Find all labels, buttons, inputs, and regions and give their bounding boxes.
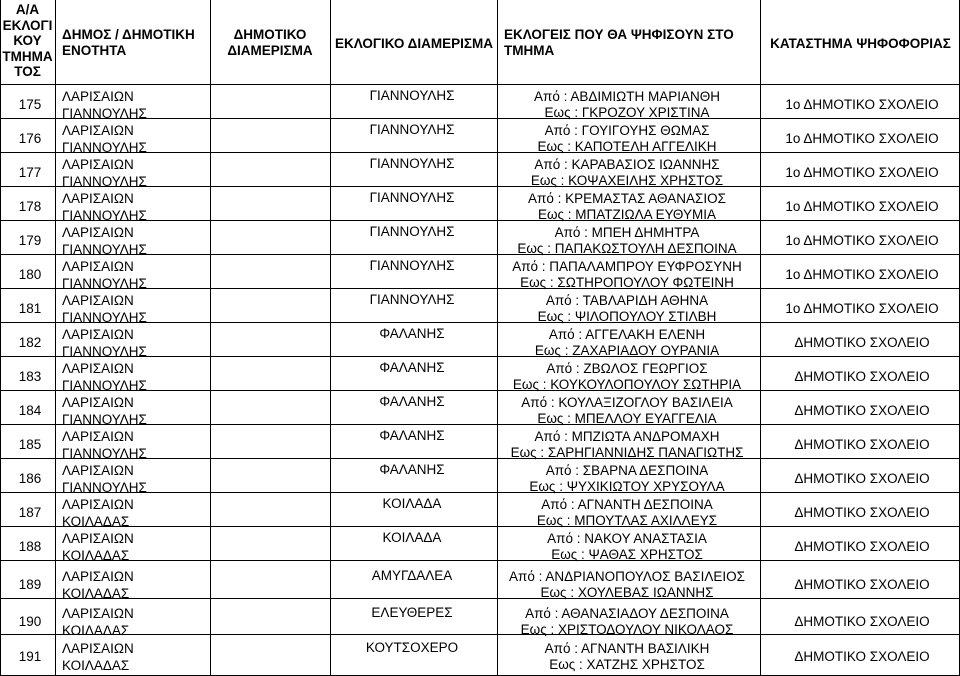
electoral-district-name: ΚΟΙΛΑΔΑ [382, 496, 442, 511]
voters-from: Από : ΑΓΝΑΝΤΗ ΔΕΣΠΟΙΝΑ [541, 497, 713, 512]
municipal-unit-name: ΚΟΙΛΑΔΑΣ [62, 586, 130, 601]
section-number: 191 [18, 649, 42, 664]
voters-from: Από : ΑΓΓΕΛΑΚΗ ΕΛΕΝΗ [548, 327, 706, 342]
municipal-unit-name: ΓΙΑΝΝΟΥΛΗΣ [62, 242, 147, 257]
voters-to: Εως : ΧΟΥΛΕΒΑΣ ΙΩΑΝΝΗΣ [540, 585, 714, 600]
electoral-district-name: ΑΜΥΓΔΑΛΕΑ [371, 568, 453, 583]
voters-from: Από : ΜΠΖΙΩΤΑ ΑΝΔΡΟΜΑΧΗ [534, 429, 720, 444]
municipal-unit-name: ΓΙΑΝΝΟΥΛΗΣ [62, 378, 147, 393]
municipality-name: ΛΑΡΙΣΑΙΩΝ [62, 395, 134, 410]
section-number: 175 [18, 97, 42, 112]
voters-from: Από : ΑΓΝΑΝΤΗ ΒΑΣΙΛΙΚΗ [544, 641, 710, 656]
voters-to: Εως : ΜΠΕΛΛΟΥ ΕΥΑΓΓΕΛΙΑ [537, 411, 717, 426]
section-number: 176 [18, 131, 42, 146]
municipal-unit-name: ΓΙΑΝΝΟΥΛΗΣ [62, 140, 147, 155]
section-number: 182 [18, 335, 42, 350]
municipality-name: ΛΑΡΙΣΑΙΩΝ [62, 123, 134, 138]
polling-station: 1ο ΔΗΜΟΤΙΚΟ ΣΧΟΛΕΙΟ [785, 267, 939, 282]
voters-to: Εως : ΚΟΥΚΟΥΛΟΠΟΥΛΟΥ ΣΩΤΗΡΙΑ [512, 377, 742, 392]
municipal-unit-name: ΓΙΑΝΝΟΥΛΗΣ [62, 174, 147, 189]
voters-from: Από : ΤΑΒΛΑΡΙΔΗ ΑΘΗΝΑ [545, 293, 709, 308]
electoral-district-name: ΕΛΕΥΘΕΡΕΣ [371, 605, 453, 620]
municipality-name: ΛΑΡΙΣΑΙΩΝ [62, 497, 134, 512]
electoral-district-name: ΦΑΛΑΝΗΣ [379, 462, 445, 477]
electoral-district-name: ΦΑΛΑΝΗΣ [379, 326, 445, 341]
municipal-unit-name: ΓΙΑΝΝΟΥΛΗΣ [62, 412, 147, 427]
voters-to: Εως : ΣΑΡΗΓΙΑΝΝΙΔΗΣ ΠΑΝΑΓΙΩΤΗΣ [510, 445, 744, 460]
municipal-unit-name: ΚΟΙΛΑΔΑΣ [62, 514, 130, 529]
voters-from: Από : ΑΒΔΙΜΙΩΤΗ ΜΑΡΙΑΝΘΗ [534, 89, 720, 104]
section-number: 183 [18, 369, 42, 384]
section-number: 185 [18, 437, 42, 452]
municipal-unit-name: ΓΙΑΝΝΟΥΛΗΣ [62, 310, 147, 325]
header-number: Α/Α ΕΚΛΟΓΙ ΚΟΥ ΤΜΗΜΑ ΤΟΣ [2, 2, 53, 79]
municipality-name: ΛΑΡΙΣΑΙΩΝ [62, 641, 134, 656]
section-number: 178 [18, 199, 42, 214]
electoral-district-name: ΦΑΛΑΝΗΣ [379, 394, 445, 409]
section-number: 186 [18, 471, 42, 486]
grid-line [0, 634, 960, 635]
electoral-district-name: ΓΙΑΝΝΟΥΛΗΣ [369, 88, 455, 103]
header-polling-station: ΚΑΤΑΣΤΗΜΑ ΨΗΦΟΦΟΡΙΑΣ [770, 36, 951, 51]
grid-line [0, 84, 960, 85]
electoral-district-name: ΦΑΛΑΝΗΣ [379, 428, 445, 443]
voters-from: Από : ΚΡΕΜΑΣΤΑΣ ΑΘΑΝΑΣΙΟΣ [528, 191, 726, 206]
polling-station: 1ο ΔΗΜΟΤΙΚΟ ΣΧΟΛΕΙΟ [785, 199, 939, 214]
municipal-unit-name: ΓΙΑΝΝΟΥΛΗΣ [62, 208, 147, 223]
voters-to: Εως : ΣΩΤΗΡΟΠΟΥΛΟΥ ΦΩΤΕΙΝΗ [520, 275, 734, 290]
section-number: 180 [18, 267, 42, 282]
voters-to: Εως : ΚΟΨΑΧΕΙΛΗΣ ΧΡΗΣΤΟΣ [530, 173, 724, 188]
voters-to: Εως : ΜΠΑΤΖΙΩΛΑ ΕΥΘΥΜΙΑ [538, 207, 716, 222]
electoral-district-name: ΓΙΑΝΝΟΥΛΗΣ [369, 122, 455, 137]
polling-station: 1ο ΔΗΜΟΤΙΚΟ ΣΧΟΛΕΙΟ [785, 301, 939, 316]
polling-station: ΔΗΜΟΤΙΚΟ ΣΧΟΛΕΙΟ [794, 369, 930, 384]
electoral-district-name: ΓΙΑΝΝΟΥΛΗΣ [369, 190, 455, 205]
header-voters: ΕΚΛΟΓΕΙΣ ΠΟΥ ΘΑ ΨΗΦΙΣΟΥΝ ΣΤΟ ΤΜΗΜΑ [504, 27, 734, 58]
municipal-unit-name: ΓΙΑΝΝΟΥΛΗΣ [62, 446, 147, 461]
voters-from: Από : ΓΟΥΙΓΟΥΗΣ ΘΩΜΑΣ [544, 123, 710, 138]
electoral-district-name: ΚΟΙΛΑΔΑ [382, 530, 442, 545]
voters-to: Εως : ΨΑΘΑΣ ΧΡΗΣΤΟΣ [551, 547, 703, 562]
voters-to: Εως : ΨΙΛΟΠΟΥΛΟΥ ΣΤΙΛΒΗ [537, 309, 717, 324]
municipality-name: ΛΑΡΙΣΑΙΩΝ [62, 463, 134, 478]
electoral-district-name: ΓΙΑΝΝΟΥΛΗΣ [369, 156, 455, 171]
municipal-unit-name: ΓΙΑΝΝΟΥΛΗΣ [62, 106, 147, 121]
section-number: 179 [18, 233, 42, 248]
voters-from: Από : ΚΟΥΛΑΞΙΖΟΓΛΟΥ ΒΑΣΙΛΕΙΑ [521, 395, 733, 410]
polling-station: 1ο ΔΗΜΟΤΙΚΟ ΣΧΟΛΕΙΟ [785, 131, 939, 146]
grid-line [55, 0, 56, 676]
section-number: 184 [18, 403, 42, 418]
grid-line [760, 0, 761, 676]
municipality-name: ΛΑΡΙΣΑΙΩΝ [62, 89, 134, 104]
grid-line [0, 560, 960, 561]
municipality-name: ΛΑΡΙΣΑΙΩΝ [62, 429, 134, 444]
electoral-district-name: ΚΟΥΤΣΟΧΕΡΟ [365, 640, 459, 655]
voters-from: Από : ΜΠΕΗ ΔΗΜΗΤΡΑ [554, 225, 700, 240]
municipal-unit-name: ΓΙΑΝΝΟΥΛΗΣ [62, 344, 147, 359]
voters-from: Από : ΑΘΑΝΑΣΙΑΔΟΥ ΔΕΣΠΟΙΝΑ [525, 606, 729, 621]
voters-to: Εως : ΜΠΟΥΤΛΑΣ ΑΧΙΛΛΕΥΣ [536, 513, 718, 528]
section-number: 177 [18, 165, 42, 180]
polling-station: ΔΗΜΟΤΙΚΟ ΣΧΟΛΕΙΟ [794, 335, 930, 350]
section-number: 187 [18, 505, 42, 520]
voters-to: Εως : ΧΑΤΖΗΣ ΧΡΗΣΤΟΣ [549, 657, 705, 672]
electoral-district-name: ΓΙΑΝΝΟΥΛΗΣ [369, 292, 455, 307]
municipal-unit-name: ΓΙΑΝΝΟΥΛΗΣ [62, 480, 147, 495]
voters-to: Εως : ΚΑΠΟΤΕΛΗ ΑΓΓΕΛΙΚΗ [537, 139, 717, 154]
municipality-name: ΛΑΡΙΣΑΙΩΝ [62, 361, 134, 376]
grid-line [0, 0, 1, 676]
municipality-name: ΛΑΡΙΣΑΙΩΝ [62, 191, 134, 206]
polling-station: ΔΗΜΟΤΙΚΟ ΣΧΟΛΕΙΟ [794, 577, 930, 592]
header-electoral-district: ΕΚΛΟΓΙΚΟ ΔΙΑΜΕΡΙΣΜΑ [335, 36, 493, 51]
voters-from: Από : ΑΝΔΡΙΑΝΟΠΟΥΛΟΣ ΒΑΣΙΛΕΙΟΣ [509, 569, 745, 584]
voters-to: Εως : ΠΑΠΑΚΩΣΤΟΥΛΗ ΔΕΣΠΟΙΝΑ [517, 241, 737, 256]
grid-line [0, 598, 960, 599]
voters-from: Από : ΚΑΡΑΒΑΣΙΟΣ ΙΩΑΝΝΗΣ [534, 157, 720, 172]
electoral-district-name: ΦΑΛΑΝΗΣ [379, 360, 445, 375]
municipal-unit-name: ΓΙΑΝΝΟΥΛΗΣ [62, 276, 147, 291]
electoral-district-name: ΓΙΑΝΝΟΥΛΗΣ [369, 258, 455, 273]
polling-station: 1ο ΔΗΜΟΤΙΚΟ ΣΧΟΛΕΙΟ [785, 165, 939, 180]
voters-from: Από : ΠΑΠΑΛΑΜΠΡΟΥ ΕΥΦΡΟΣΥΝΗ [512, 259, 742, 274]
municipality-name: ΛΑΡΙΣΑΙΩΝ [62, 293, 134, 308]
polling-station: ΔΗΜΟΤΙΚΟ ΣΧΟΛΕΙΟ [794, 471, 930, 486]
voters-from: Από : ΝΑΚΟΥ ΑΝΑΣΤΑΣΙΑ [547, 531, 707, 546]
header-municipal-district: ΔΗΜΟΤΙΚΟ ΔΙΑΜΕΡΙΣΜΑ [227, 27, 313, 58]
grid-line [0, 526, 960, 527]
polling-station: 1ο ΔΗΜΟΤΙΚΟ ΣΧΟΛΕΙΟ [785, 97, 939, 112]
voters-to: Εως : ΓΚΡΟΖΟΥ ΧΡΙΣΤΙΝΑ [544, 105, 710, 120]
section-number: 181 [18, 301, 42, 316]
municipal-unit-name: ΚΟΙΛΑΔΑΣ [62, 658, 130, 673]
municipality-name: ΛΑΡΙΣΑΙΩΝ [62, 259, 134, 274]
voters-from: Από : ΣΒΑΡΝΑ ΔΕΣΠΟΙΝΑ [545, 463, 709, 478]
voters-to: Εως : ΨΥΧΙΚΙΩΤΟΥ ΧΡΥΣΟΥΛΑ [529, 479, 725, 494]
polling-station: ΔΗΜΟΤΙΚΟ ΣΧΟΛΕΙΟ [794, 403, 930, 418]
municipality-name: ΛΑΡΙΣΑΙΩΝ [62, 606, 134, 621]
polling-station: 1ο ΔΗΜΟΤΙΚΟ ΣΧΟΛΕΙΟ [785, 233, 939, 248]
municipality-name: ΛΑΡΙΣΑΙΩΝ [62, 225, 134, 240]
voters-to: Εως : ΖΑΧΑΡΙΑΔΟΥ ΟΥΡΑΝΙΑ [534, 343, 720, 358]
municipal-unit-name: ΚΟΙΛΑΔΑΣ [62, 623, 130, 638]
municipality-name: ΛΑΡΙΣΑΙΩΝ [62, 157, 134, 172]
section-number: 190 [18, 614, 42, 629]
polling-station: ΔΗΜΟΤΙΚΟ ΣΧΟΛΕΙΟ [794, 437, 930, 452]
polling-station: ΔΗΜΟΤΙΚΟ ΣΧΟΛΕΙΟ [794, 505, 930, 520]
municipality-name: ΛΑΡΙΣΑΙΩΝ [62, 327, 134, 342]
voters-from: Από : ΖΒΩΛΟΣ ΓΕΩΡΓΙΟΣ [546, 361, 708, 376]
polling-station: ΔΗΜΟΤΙΚΟ ΣΧΟΛΕΙΟ [794, 614, 930, 629]
grid-line [330, 0, 331, 676]
municipal-unit-name: ΚΟΙΛΑΔΑΣ [62, 548, 130, 563]
polling-station: ΔΗΜΟΤΙΚΟ ΣΧΟΛΕΙΟ [794, 649, 930, 664]
section-number: 188 [18, 539, 42, 554]
grid-line [210, 0, 211, 676]
municipality-name: ΛΑΡΙΣΑΙΩΝ [62, 569, 134, 584]
municipality-name: ΛΑΡΙΣΑΙΩΝ [62, 531, 134, 546]
polling-station: ΔΗΜΟΤΙΚΟ ΣΧΟΛΕΙΟ [794, 539, 930, 554]
voters-to: Εως : ΧΡΙΣΤΟΔΟΥΛΟΥ ΝΙΚΟΛΑΟΣ [520, 622, 734, 637]
header-municipality: ΔΗΜΟΣ / ΔΗΜΟΤΙΚΗ ΕΝΟΤΗΤΑ [62, 27, 195, 58]
electoral-district-name: ΓΙΑΝΝΟΥΛΗΣ [369, 224, 455, 239]
section-number: 189 [18, 577, 42, 592]
